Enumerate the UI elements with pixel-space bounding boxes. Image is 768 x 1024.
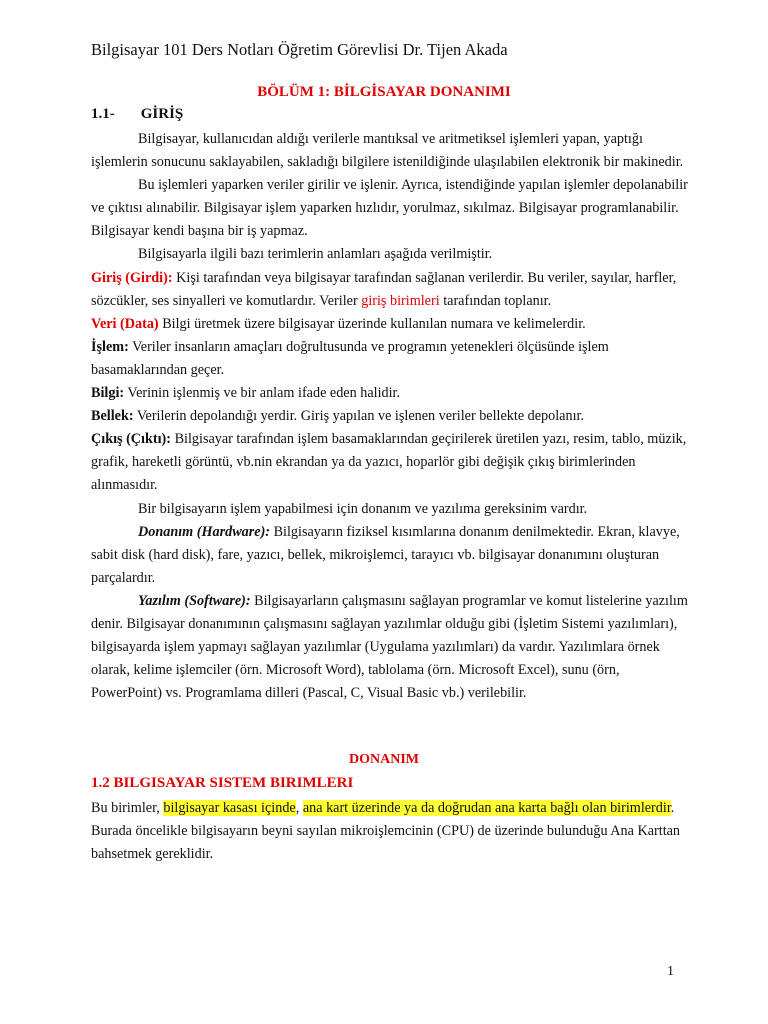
term-label: Donanım (Hardware): [138,523,271,540]
paragraph: Bir bilgisayarın işlem yapabilmesi için donanım ve yazılıma gereksinim vardır. [138,500,588,517]
paragraph: Bilgisayarla ilgili bazı terimlerin anlamları aşağıda verilmiştir. [138,246,493,263]
software-paragraph: Yazılım (Software): Bilgisayarların çalışmasını sağlayan programlar ve komut listelerine yazılım denir. Bilgisayar donanımının çalışmasını sağlayan yazılımlar olduğu gibi (İşletim Sistemi yazılımları), bilgisayarda işlem yapmayı sağlayan yazılımlar (Uygulama yazılımları) da vardır. Yazılımlara örnek olarak, kelime işlemciler (örn. Microsoft Word), tablolama (örn. Microsoft Excel), sunu (örn, PowerPoint) vs. Programlama dilleri (Pascal, C, Visual Basic vb.) verilebilir. [91,592,688,702]
units-paragraph: Bu birimler, bilgisayar kasası içinde, ana kart üzerinde ya da doğrudan ana karta bağlı olan birimlerdir. [91,800,675,816]
term-bilgi: Bilgi: Verinin işlenmiş ve bir anlam ifade eden halidir. [91,385,401,402]
paragraph: Burada öncelikle bilgisayarın beyni sayılan mikroişlemcinin (CPU) de üzerinde bulunduğu Ana Karttan bahsetmek gereklidir. [91,823,681,863]
term-islem: İşlem: Veriler insanların amaçları doğrultusunda ve programın yetenekleri ölçüsünde işlem basamaklarından geçer. [91,338,609,378]
term-bellek: Bellek: Verilerin depolandığı yerdir. Giriş yapılan ve işlenen veriler bellekte depolanır. [91,408,585,425]
term-veri: Veri (Data) Bilgi üretmek üzere bilgisayar üzerinde kullanılan numara ve kelimelerdir. [91,315,586,332]
term-label: Bellek: [91,408,134,425]
term-label: Veri (Data) [91,315,159,332]
chapter-title: BÖLÜM 1: BİLGİSAYAR DONANIMI [257,84,511,100]
page-header: Bilgisayar 101 Ders Notları Öğretim Görevlisi Dr. Tijen Akada [91,40,508,59]
paragraph: Bu işlemleri yaparken veriler girilir ve işlenir. Ayrıca, istendiğinde yapılan işlemler depolanabilir ve çıktısı alınabilir. Bilgisayar işlem yaparken hızlıdır, yorulmaz, sıkılmaz. Bilgisayar programlanabilir. Bilgisayar kendi başına bir iş yapmaz. [91,177,688,240]
highlight: bilgisayar kasası içinde [163,800,296,816]
term-label: Bilgi: [91,385,125,402]
paragraph: Bilgisayar, kullanıcıdan aldığı verilerle mantıksal ve aritmetiksel işlemleri yapan, yaptığı işlemlerin sonucunu saklayabilen, sakladığı bilgilere istenildiğinde ulaşılabilen elektronik bir makinedir. [91,131,684,171]
term-link: giriş birimleri [361,292,440,309]
highlight: ana kart üzerinde ya da doğrudan ana karta bağlı olan birimlerdir [302,800,671,816]
term-label: Giriş (Girdi): [91,269,173,286]
term-label: İşlem: [91,338,129,355]
term-label: Yazılım (Software): [138,592,251,609]
section-1-1-heading [91,106,183,123]
donanim-heading: DONANIM [349,752,419,767]
hardware-paragraph: Donanım (Hardware): Bilgisayarın fiziksel kısımlarına donanım denilmektedir. Ekran, klavye, sabit disk (hard disk), fare, yazıcı, bellek, mikroişlemci, tarayıcı vb. bilgisayar donanımını oluşturan parçalardır. [91,523,680,586]
units-body [91,797,691,866]
page-number: 1 [667,964,674,979]
section-1-2-heading: 1.2 BILGISAYAR SISTEM BIRIMLERI [91,775,354,791]
term-cikis: Çıkış (Çıktı): Bilgisayar tarafından işlem basamaklarından geçirilerek üretilen yazı, resim, tablo, müzik, grafik, hareketli görüntü, vb.nin ekrandan ya da yazıcı, hoparlör gibi değişik çıkış birimlerinden alınmasıdır. [91,431,687,494]
section-number: 1.1- [91,106,115,122]
term-giris: Giriş (Girdi): Kişi tarafından veya bilgisayar tarafından sağlanan verilerdir. Bu veriler, sayılar, harfler, sözcükler, ses sinyalleri ve komutlardır. Veriler giriş birimleri tarafından toplanır. [91,269,677,309]
intro-body [91,128,691,705]
term-label: Çıkış (Çıktı): [91,431,172,448]
section-title: GİRİŞ [140,106,184,122]
